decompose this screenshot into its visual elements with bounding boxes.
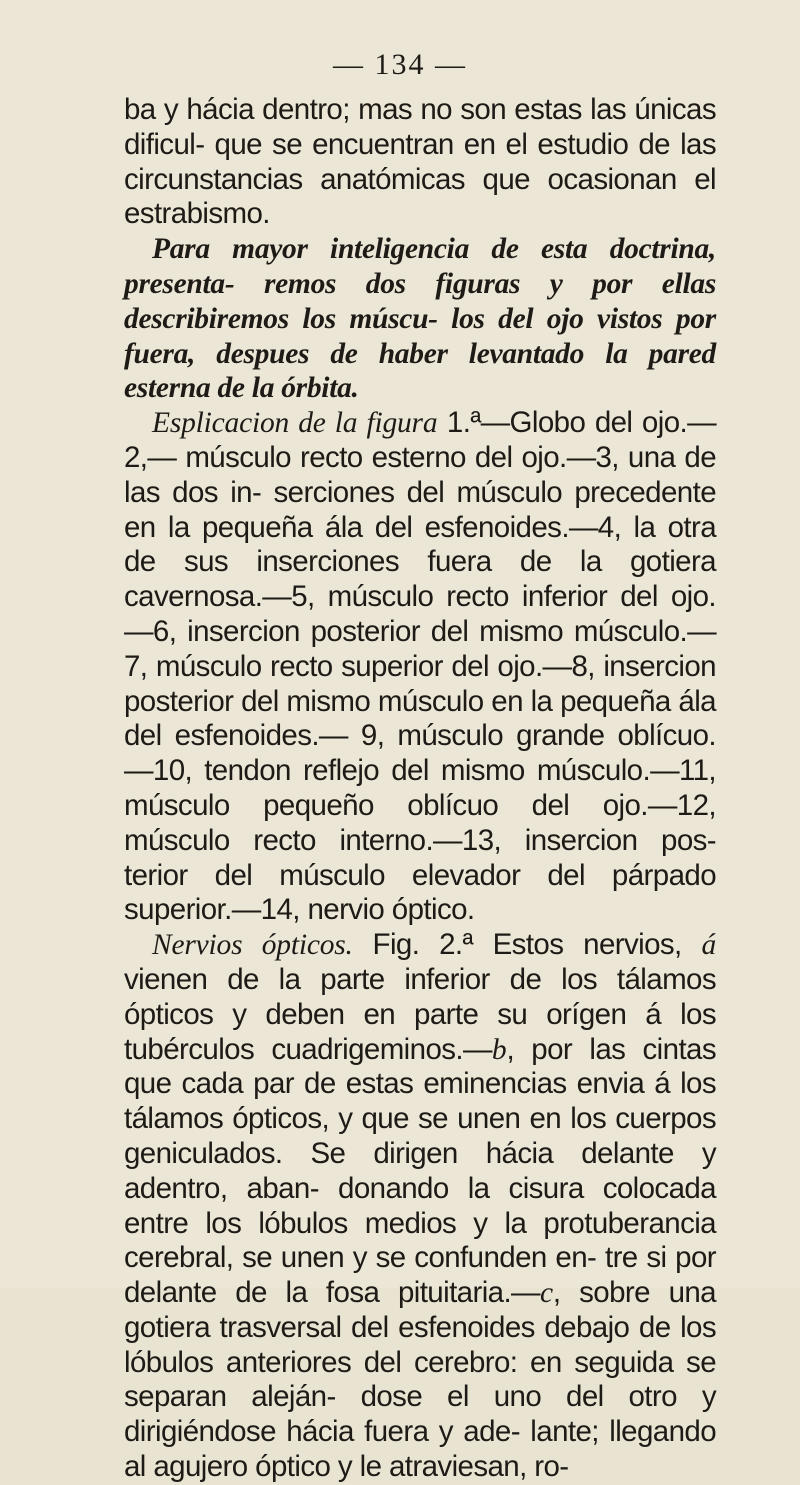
paragraph-2 xyxy=(124,232,716,406)
optic-nerves-text-b: vienen de la parte inferior de los tálamos ópticos y deben en parte su orígen á los tubérculos cuadrigeminos.— xyxy=(124,962,716,1066)
paragraph-1: ba y hácia dentro; mas no son estas las únicas dificul- que se encuentran en el estudio de las circunstancias anatómicas que ocasionan el estrabismo. xyxy=(124,93,716,231)
optic-nerves-text-a: Fig. 2.ª Estos nervios, xyxy=(352,928,702,962)
optic-nerves-heading: Nervios ópticos. xyxy=(152,929,353,962)
paragraph-optic-nerves xyxy=(124,928,716,1485)
optic-nerves-text-d: , sobre una gotiera trasversal del esfenoides debajo de los lóbulos anteriores del cerebro: en seguida se separan aleján- dose el uno del otro y dirigiéndose hácia fuera y ade- lante; llegando al agujero óptico y le atraviesan, ro- xyxy=(124,1276,716,1484)
figure-1-heading: Esplicacion de la figura xyxy=(152,407,438,440)
italic-intro-text: Para mayor inteligencia de esta doctrina, presenta- remos dos figuras y por ellas describiremos los múscu- los del ojo vistos por fuera, despues de haber levantado la pared esterna de la órbita. xyxy=(124,233,716,405)
figure-key-c: c xyxy=(539,1277,553,1310)
optic-nerves-text-c: , por las cintas que cada par de estas eminencias envia á los tálamos ópticos, y que se unen en los cuerpos geniculados. Se dirigen hácia delante y adentro, aban- donando la cisura colocada entre los lóbulos medios y la protuberancia cerebral, se unen y se confunden en- tre si por delante de la fosa pituitaria.— xyxy=(124,1032,716,1310)
figure-key-a: á xyxy=(701,929,716,962)
body-text xyxy=(124,93,716,1485)
figure-key-b: b xyxy=(491,1033,507,1066)
paragraph-figure-1 xyxy=(124,406,716,928)
figure-1-legend: 1.ª—Globo del ojo.—2,— músculo recto esterno del ojo.—3, una de las dos in- serciones del músculo precedente en la pequeña ála del esfenoides.—4, la otra de sus inserciones fuera de la gotiera cavernosa.—5, músculo recto inferior del ojo.—6, insercion posterior del mismo músculo.—7, músculo recto superior del ojo.—8, insercion posterior del mismo músculo en la pequeña ála del esfenoides.— 9, músculo grande oblícuo.—10, tendon reflejo del mismo músculo.—11, músculo pequeño oblícuo del ojo.—12, músculo recto interno.—13, insercion pos- terior del músculo elevador del párpado superior.—14, nervio óptico. xyxy=(124,406,716,927)
page-number-header: — 134 — xyxy=(333,48,467,81)
